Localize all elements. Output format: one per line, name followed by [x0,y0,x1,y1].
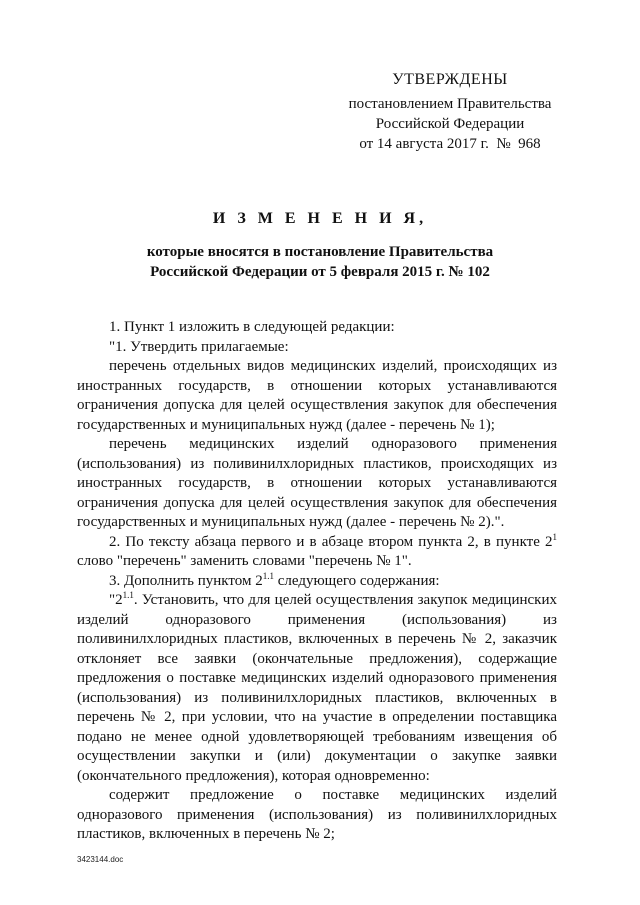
document-title: И З М Е Н Е Н И Я, [212,210,428,227]
paragraph [77,533,557,572]
paragraph: перечень медицинских изделий одноразового применения (использования) из поливинилхлоридных пластиков, происходящих из иностранных государств, в отношении которых устанавливаются ограничения допуска для целей осуществления закупок для обеспечения государственных и муниципальных нужд (далее - перечень № 2).". [77,436,557,530]
paragraph-text: . Установить, что для целей осуществления закупок медицинских изделий одноразового применения (использования) из поливинилхлоридных пластиков, включенных в перечень № 2, заказчик отклоняет все заявки (окончательные предложения), содержащие предложения о поставке медицинских изделий одноразового применения (использования) из поливинилхлоридных пластиков, включенных в перечень № 2, при условии, что на участие в определении поставщика подано не менее одной удовлетворяющей требованиям извещения об осуществлении закупки и (или) документации о закупке заявки (окончательного предложения), которая одновременно: [77,592,557,784]
approval-block [330,70,570,154]
superscript: 1.1 [122,590,134,600]
paragraph [77,591,557,786]
paragraph-text: 3. Дополнить пунктом 2 [109,572,263,589]
superscript: 1.1 [262,570,274,581]
paragraph [77,572,557,592]
document-heading [70,210,570,282]
approval-line: Российской Федерации [375,116,525,132]
paragraph-text: 2. По тексту абзаца первого и в абзаце втором пункта 2, в пункте 2 [109,533,553,550]
paragraph: "1. Утвердить прилагаемые: [109,338,289,355]
document-subtitle-line: которые вносятся в постановление Правительства [146,244,494,260]
approval-line: постановлением Правительства [348,96,552,112]
approval-date-number: от 14 августа 2017 г. № 968 [359,136,541,152]
superscript: 1 [552,531,557,542]
document-body [77,318,557,845]
paragraph: 1. Пункт 1 изложить в следующей редакции: [109,319,395,335]
paragraph: перечень отдельных видов медицинских изделий, происходящих из иностранных государств, в отношении которых устанавливаются ограничения допуска для целей осуществления закупок для обеспечения государственных и муниципальных нужд (далее - перечень № 1); [77,358,557,433]
paragraph: содержит предложение о поставке медицинских изделий одноразового применения (использования) из поливинилхлоридных пластиков, включенных в перечень № 2; [77,787,557,842]
approval-header: УТВЕРЖДЕНЫ [392,71,508,88]
paragraph-text: слово "перечень" заменить словами "перечень № 1". [77,553,412,569]
paragraph-text: следующего содержания: [273,572,440,589]
document-subtitle-line: Российской Федерации от 5 февраля 2015 г. № 102 [150,264,490,280]
document-file-code: 3423144.doc [77,855,124,864]
paragraph-text: "2 [109,592,123,608]
